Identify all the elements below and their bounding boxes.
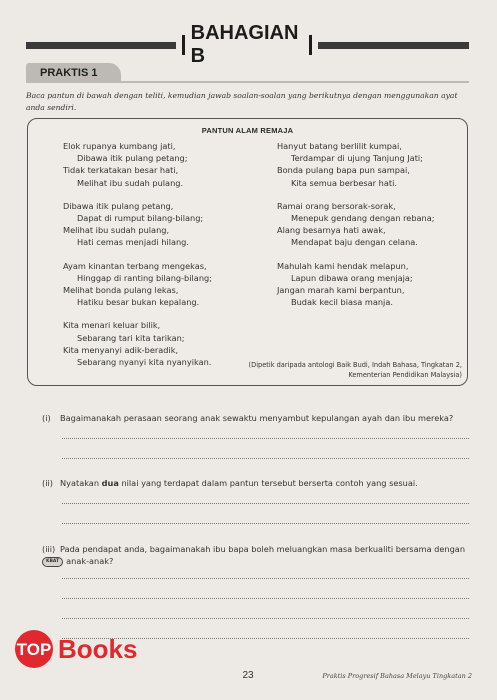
praktis-underline <box>26 81 469 83</box>
poem-line: Dibawa itik pulang petang, <box>63 200 174 211</box>
logo-books-text: Books <box>58 634 138 664</box>
poem-line: Hanyut batang berlilit kumpai, <box>277 141 402 151</box>
poem-line: Budak kecil biasa manja. <box>291 297 393 308</box>
kbat-badge: KBAT <box>42 557 63 567</box>
question-text: Bagaimanakah perasaan seorang anak sewaktu menyambut kepulangan ayah dan ibu mereka? <box>60 413 454 423</box>
question-text-continued: KBAT anak-anak? <box>42 555 472 567</box>
praktis-tab <box>26 63 121 83</box>
poem-line: Menepuk gendang dengan rebana; <box>291 213 435 224</box>
topbooks-watermark-logo <box>12 628 187 672</box>
question-text: Nyatakan dua nilai yang terdapat dalam pantun tersebut berserta contoh yang sesuai. <box>60 478 418 488</box>
question-text: Pada pendapat anda, bagaimanakah ibu bapa boleh meluangkan masa berkualiti bersama dengan <box>60 544 466 554</box>
section-rule-right <box>318 42 469 49</box>
page-number: 23 <box>242 670 254 681</box>
stanza <box>277 200 462 249</box>
poem-column-right <box>277 140 462 319</box>
poem-line: Dibawa itik pulang petang; <box>77 153 188 164</box>
poem-line: Kita menari keluar bilik, <box>63 320 161 331</box>
book-title: Praktis Progresif Bahasa Melayu Tingkatan 2 <box>322 672 472 680</box>
question-2 <box>42 477 472 489</box>
poem-line: Jangan marah kami berpantun, <box>277 285 405 296</box>
section-header <box>176 22 318 67</box>
answer-line[interactable] <box>62 438 469 439</box>
answer-line[interactable] <box>62 503 469 504</box>
poem-line: Melihat ibu sudah pulang. <box>77 177 184 188</box>
poem-line: Ayam kinantan terbang mengekas, <box>63 260 207 271</box>
section-bar-left <box>182 35 185 55</box>
source-line: Kementerian Pendidikan Malaysia) <box>348 371 462 379</box>
poem-line: Dapat di rumput bilang-bilang; <box>77 213 204 224</box>
poem-line: Hatiku besar bukan kepalang. <box>77 297 200 308</box>
instruction-text: Baca pantun di bawah dengan teliti, kemudian jawab soalan-soalan yang berikutnya dengan menggunakan ayat anda sendiri. <box>26 91 458 112</box>
question-3 <box>42 543 472 567</box>
section-rule-left <box>26 42 176 49</box>
poem-line: Tidak terkatakan besar hati, <box>63 165 179 176</box>
poem-line: Kita menyanyi adik-beradik, <box>63 344 179 355</box>
answer-line[interactable] <box>62 618 469 619</box>
poem-line: Sebarang nyanyi kita nyanyikan. <box>77 357 212 368</box>
answer-line[interactable] <box>62 523 469 524</box>
stanza <box>63 260 263 309</box>
logo-top-text: TOP <box>16 640 52 659</box>
poem-line: Mendapat baju dengan celana. <box>291 237 418 248</box>
section-bar-right <box>309 35 312 55</box>
poem-line: Mahulah kami hendak melapun, <box>277 260 409 271</box>
answer-line[interactable] <box>62 598 469 599</box>
praktis-label: PRAKTIS 1 <box>40 67 98 79</box>
stanza <box>63 319 263 368</box>
question-number: (iii) <box>42 544 56 554</box>
stanza <box>63 200 263 249</box>
poem-line: Hati cemas menjadi hilang. <box>77 237 189 248</box>
question-number: (ii) <box>42 478 53 488</box>
answer-line[interactable] <box>62 458 469 459</box>
poem-line: Hinggap di ranting bilang-bilang; <box>77 272 212 283</box>
poem-line: Sebarang tari kita tarikan; <box>77 332 185 343</box>
poem-line: Bonda pulang bapa pun sampai, <box>277 165 410 176</box>
poem-line: Lapun dibawa orang menjaja; <box>291 272 413 283</box>
stanza <box>277 140 462 189</box>
poem-line: Kita semua berbesar hati. <box>291 177 397 188</box>
stanza <box>277 260 462 309</box>
poem-line: Elok rupanya kumbang jati, <box>63 141 176 151</box>
answer-line[interactable] <box>62 578 469 579</box>
poem-source <box>240 360 462 380</box>
section-title: BAHAGIAN B <box>190 22 299 67</box>
poem-line: Ramai orang bersorak-sorak, <box>277 200 396 211</box>
source-line: (Dipetik daripada antologi Baik Budi, Indah Bahasa, Tingkatan 2, <box>248 361 462 369</box>
poem-line: Terdampar di ujung Tanjung Jati; <box>291 153 423 164</box>
poem-line: Melihat bonda pulang lekas, <box>63 285 179 296</box>
stanza <box>63 140 263 189</box>
poem-line: Melihat ibu sudah pulang, <box>63 225 170 236</box>
question-number: (i) <box>42 413 51 423</box>
poem-column-left <box>63 140 263 379</box>
emphasis-word: dua <box>101 478 119 488</box>
poem-line: Alang besarnya hati awak, <box>277 225 386 236</box>
poem-title: PANTUN ALAM REMAJA <box>201 126 294 135</box>
question-1 <box>42 412 472 424</box>
